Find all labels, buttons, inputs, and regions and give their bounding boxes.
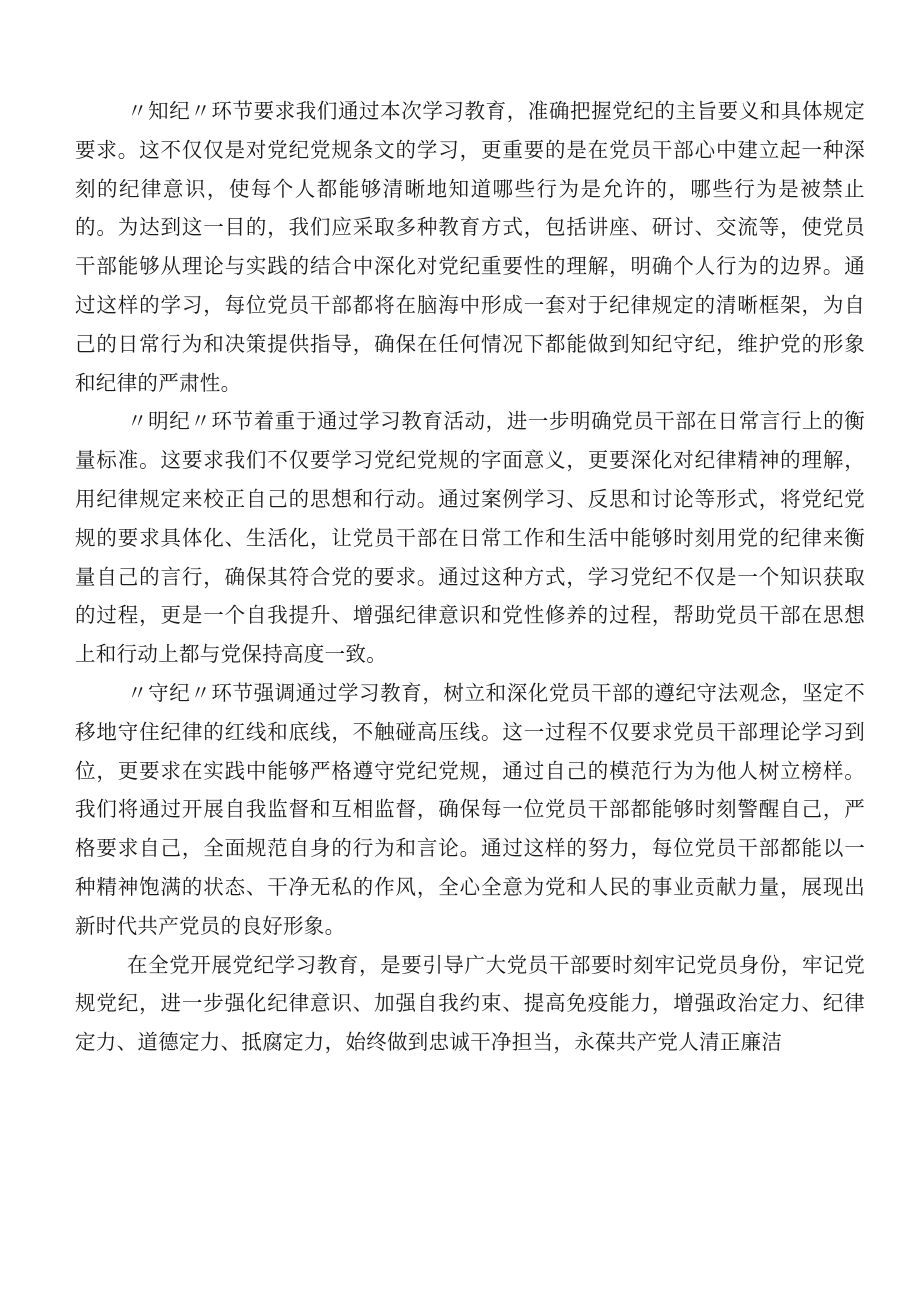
paragraph-zhiji: 〃知纪〃环节要求我们通过本次学习教育，准确把握党纪的主旨要义和具体规定要求。这不仅仅是对党纪党规条文的学习，更重要的是在党员干部心中建立起一种深刻的纪律意识，使每个人都能够清晰地知道哪些行为是允许的，哪些行为是被禁止的。为达到这一目的，我们应采取多种教育方式，包括讲座、研讨、交流等，使党员干部能够从理论与实践的结合中深化对党纪重要性的理解，明确个人行为的边界。通过这样的学习，每位党员干部都将在脑海中形成一套对于纪律规定的清晰框架，为自己的日常行为和决策提供指导，确保在任何情况下都能做到知纪守纪，维护党的形象和纪律的严肃性。	[75, 99, 865, 395]
paragraph-shouji: 〃守纪〃环节强调通过学习教育，树立和深化党员干部的遵纪守法观念，坚定不移地守住纪律的红线和底线，不触碰高压线。这一过程不仅要求党员干部理论学习到位，更要求在实践中能够严格遵守党纪党规，通过自己的模范行为为他人树立榜样。我们将通过开展自我监督和互相监督，确保每一位党员干部都能够时刻警醒自己，严格要求自己，全面规范自身的行为和言论。通过这样的努力，每位党员干部都能以一种精神饱满的状态、干净无私的作风，全心全意为党和人民的事业贡献力量，展现出新时代共产党员的良好形象。	[75, 680, 865, 938]
document-body	[75, 92, 865, 1062]
paragraph-conclusion: 在全党开展党纪学习教育，是要引导广大党员干部要时刻牢记党员身份，牢记党规党纪，进一步强化纪律意识、加强自我约束、提高免疫能力，增强政治定力、纪律定力、道德定力、抵腐定力，始终做到忠诚干净担当，永葆共产党人清正廉洁	[75, 952, 865, 1055]
paragraph-mingji: 〃明纪〃环节着重于通过学习教育活动，进一步明确党员干部在日常言行上的衡量标准。这要求我们不仅要学习党纪党规的字面意义，更要深化对纪律精神的理解，用纪律规定来校正自己的思想和行动。通过案例学习、反思和讨论等形式，将党纪党规的要求具体化、生活化，让党员干部在日常工作和生活中能够时刻用党的纪律来衡量自己的言行，确保其符合党的要求。通过这种方式，学习党纪不仅是一个知识获取的过程，更是一个自我提升、增强纪律意识和党性修养的过程，帮助党员干部在思想上和行动上都与党保持高度一致。	[75, 409, 865, 667]
